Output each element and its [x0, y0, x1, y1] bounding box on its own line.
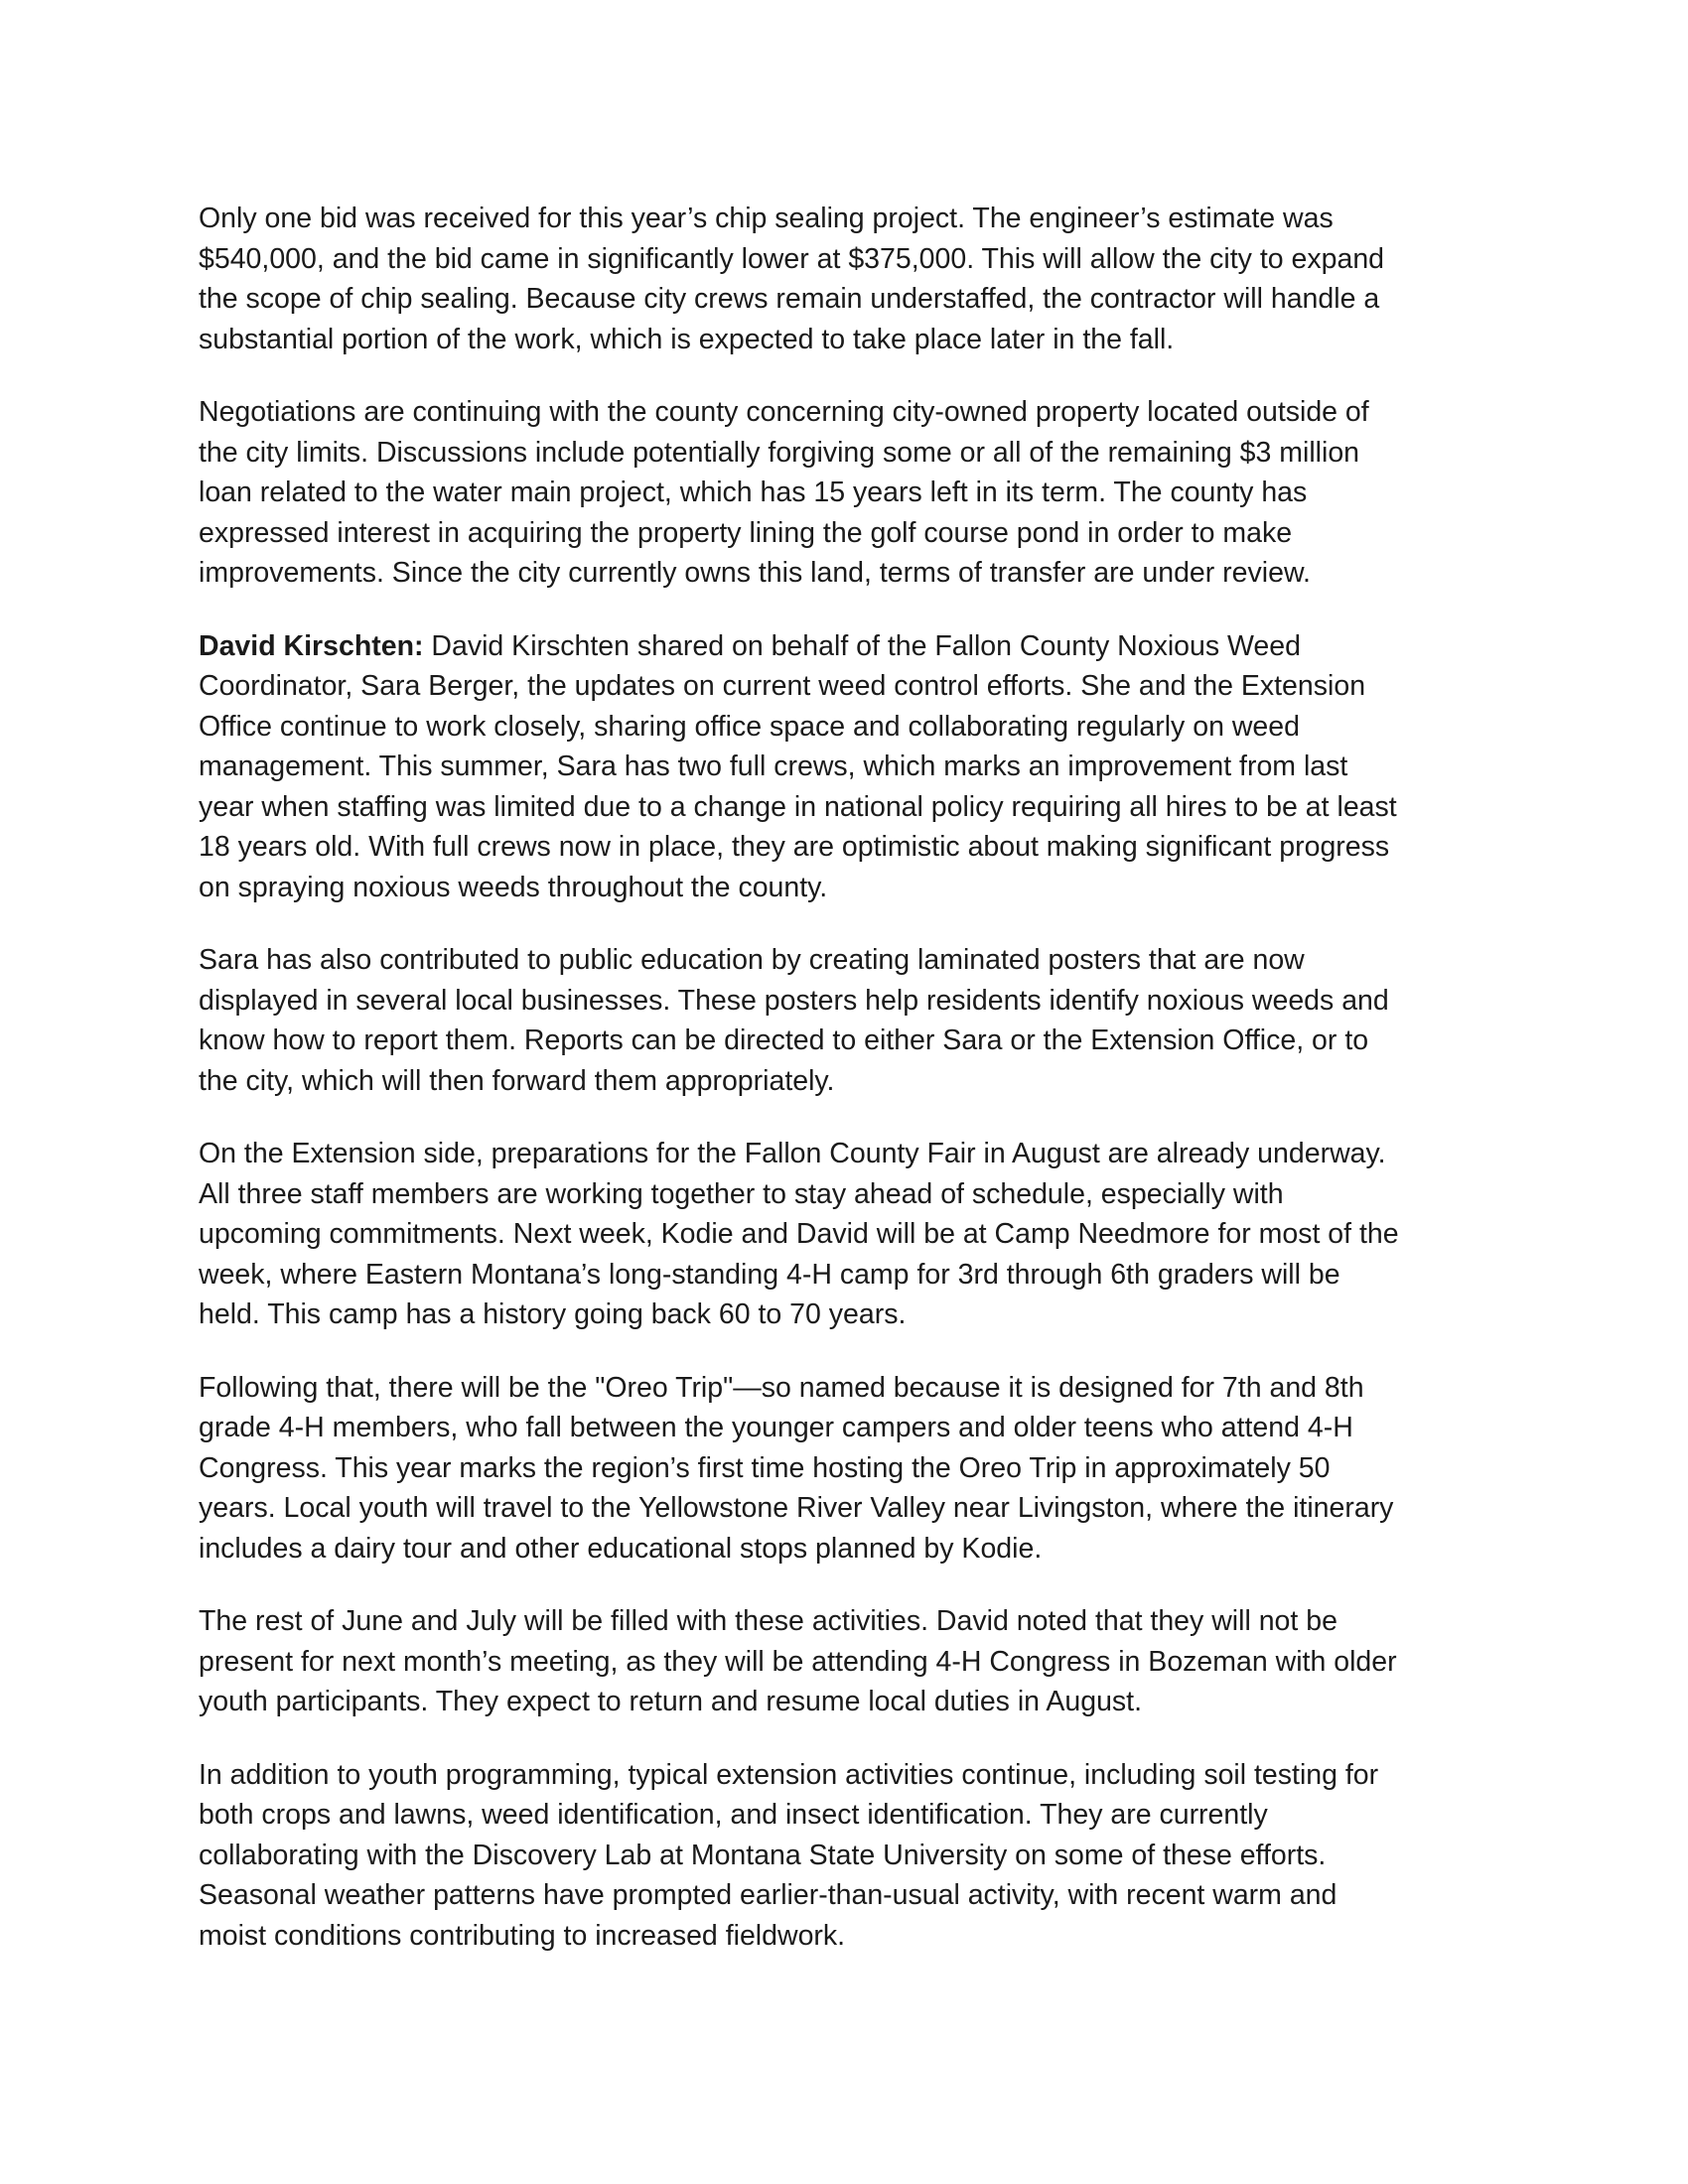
paragraph-text: Sara has also contributed to public education by creating laminated posters that are now displayed in several local businesses. These posters help residents identify noxious weeds and know how to report them. Reports can be directed to either Sara or the Extension Office, or to the city, which will then forward them appropriately.: [199, 944, 1389, 1097]
paragraph-david-kirschten: [199, 626, 1489, 908]
paragraph-chip-sealing: [199, 199, 1489, 359]
paragraph-june-july: [199, 1601, 1489, 1722]
paragraph-extension-activities: [199, 1755, 1489, 1957]
paragraph-text: On the Extension side, preparations for the Fallon County Fair in August are already underway. All three staff members are working together to stay ahead of schedule, especially with upcoming commitments. Next week, Kodie and David will be at Camp Needmore for most of the week, where Eastern Montana’s long-standing 4-H camp for 3rd through 6th graders will be held. This camp has a history going back 60 to 70 years.: [199, 1138, 1399, 1330]
paragraph-oreo-trip: [199, 1368, 1489, 1570]
paragraph-county-negotiations: [199, 392, 1489, 594]
paragraph-public-education: [199, 940, 1489, 1101]
paragraph-text: David Kirschten shared on behalf of the Fallon County Noxious Weed Coordinator, Sara Berger, the updates on current weed control efforts. She and the Extension Office continue to work closely, sharing office space and collaborating regularly on weed management. This summer, Sara has two full crews, which marks an improvement from last year when staffing was limited due to a change in national policy requiring all hires to be at least 18 years old. With full crews now in place, they are optimistic about making significant progress on spraying noxious weeds throughout the county.: [199, 629, 1397, 903]
paragraph-county-fair: [199, 1134, 1489, 1335]
speaker-name: David Kirschten:: [199, 629, 424, 662]
document-body: [199, 199, 1489, 1988]
paragraph-text: Negotiations are continuing with the county concerning city-owned property located outside of the city limits. Discussions include potentially forgiving some or all of the remaining $3 million loan related to the water main project, which has 15 years left in its term. The county has expressed interest in acquiring the property lining the golf course pond in order to make improvements. Since the city currently owns this land, terms of transfer are under review.: [199, 396, 1369, 589]
paragraph-text: The rest of June and July will be filled with these activities. David noted that they will not be present for next month’s meeting, as they will be attending 4-H Congress in Bozeman with older youth participants. They expect to return and resume local duties in August.: [199, 1605, 1397, 1717]
paragraph-text: Following that, there will be the "Oreo Trip"—so named because it is designed for 7th and 8th grade 4-H members, who fall between the younger campers and older teens who attend 4-H Congress. This year marks the region’s first time hosting the Oreo Trip in approximately 50 years. Local youth will travel to the Yellowstone River Valley near Livingston, where the itinerary includes a dairy tour and other educational stops planned by Kodie.: [199, 1371, 1394, 1565]
paragraph-text: In addition to youth programming, typical extension activities continue, including soil testing for both crops and lawns, weed identification, and insect identification. They are currently collaborating with the Discovery Lab at Montana State University on some of these efforts. Seasonal weather patterns have prompted earlier-than-usual activity, with recent warm and moist conditions contributing to increased fieldwork.: [199, 1758, 1379, 1952]
paragraph-text: Only one bid was received for this year’s chip sealing project. The engineer’s estimate was $540,000, and the bid came in significantly lower at $375,000. This will allow the city to expand the scope of chip sealing. Because city crews remain understaffed, the contractor will handle a substantial portion of the work, which is expected to take place later in the fall.: [199, 203, 1385, 355]
